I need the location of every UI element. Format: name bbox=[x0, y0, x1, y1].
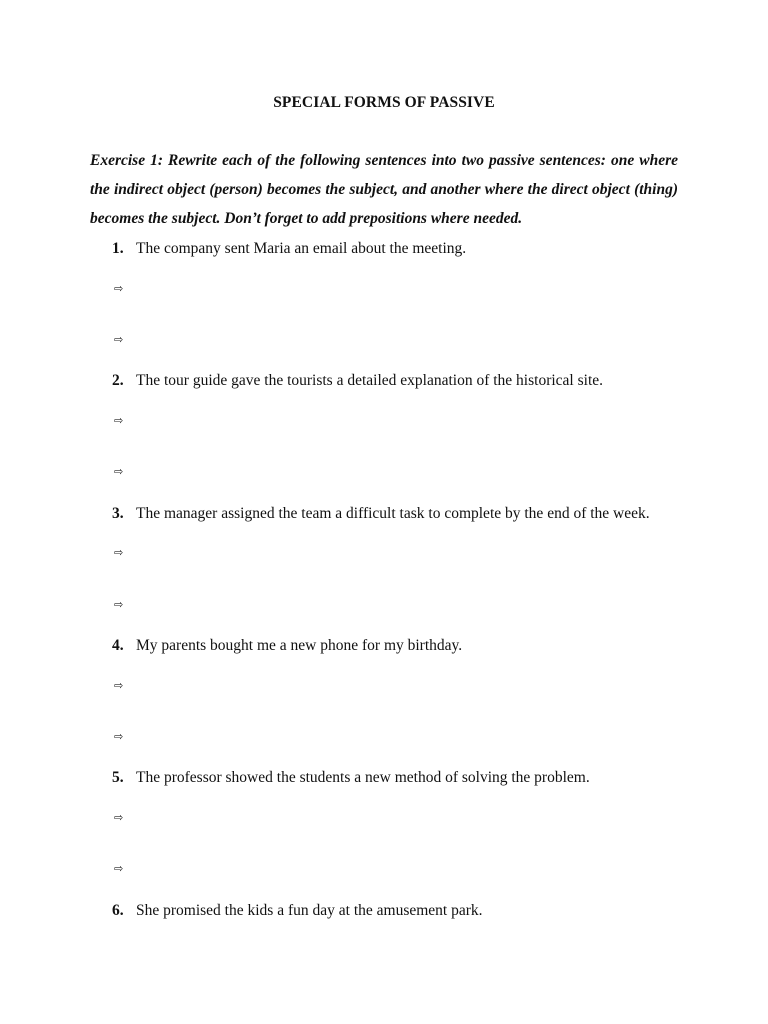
exercise-item bbox=[112, 372, 712, 390]
exercise-item bbox=[112, 769, 712, 787]
answer-arrow-icon: ⇨ bbox=[114, 546, 124, 559]
answer-arrow-icon: ⇨ bbox=[114, 598, 124, 611]
item-sentence: She promised the kids a fun day at the amusement park. bbox=[136, 902, 483, 919]
exercise-instructions: Exercise 1: Rewrite each of the following sentences into two passive sentences: one where the indirect object (person) becomes the subject, and another where the direct object (thing) becomes the subject. Don’t forget to add prepositions where needed. bbox=[90, 152, 678, 227]
answer-arrow-icon: ⇨ bbox=[114, 282, 124, 295]
item-number: 2. bbox=[112, 372, 124, 389]
answer-arrow-icon: ⇨ bbox=[114, 465, 124, 478]
item-sentence: My parents bought me a new phone for my birthday. bbox=[136, 637, 463, 654]
item-number: 4. bbox=[112, 637, 124, 654]
item-sentence: The tour guide gave the tourists a detailed explanation of the historical site. bbox=[136, 372, 604, 389]
answer-arrow-icon: ⇨ bbox=[114, 333, 124, 346]
exercise-item bbox=[112, 505, 712, 523]
exercise-item bbox=[112, 240, 712, 258]
item-number: 3. bbox=[112, 505, 124, 522]
answer-arrow-icon: ⇨ bbox=[114, 730, 124, 743]
answer-arrow-icon: ⇨ bbox=[114, 414, 124, 427]
answer-arrow-icon: ⇨ bbox=[114, 811, 124, 824]
page-title: SPECIAL FORMS OF PASSIVE bbox=[273, 94, 495, 111]
item-sentence: The company sent Maria an email about the meeting. bbox=[136, 240, 467, 257]
answer-arrow-icon: ⇨ bbox=[114, 862, 124, 875]
exercise-item bbox=[112, 902, 712, 920]
item-sentence: The professor showed the students a new method of solving the problem. bbox=[136, 769, 590, 786]
answer-arrow-icon: ⇨ bbox=[114, 679, 124, 692]
exercise-item bbox=[112, 637, 712, 655]
item-number: 1. bbox=[112, 240, 124, 257]
item-sentence: The manager assigned the team a difficult task to complete by the end of the week. bbox=[136, 505, 650, 522]
item-number: 5. bbox=[112, 769, 124, 786]
item-number: 6. bbox=[112, 902, 124, 919]
